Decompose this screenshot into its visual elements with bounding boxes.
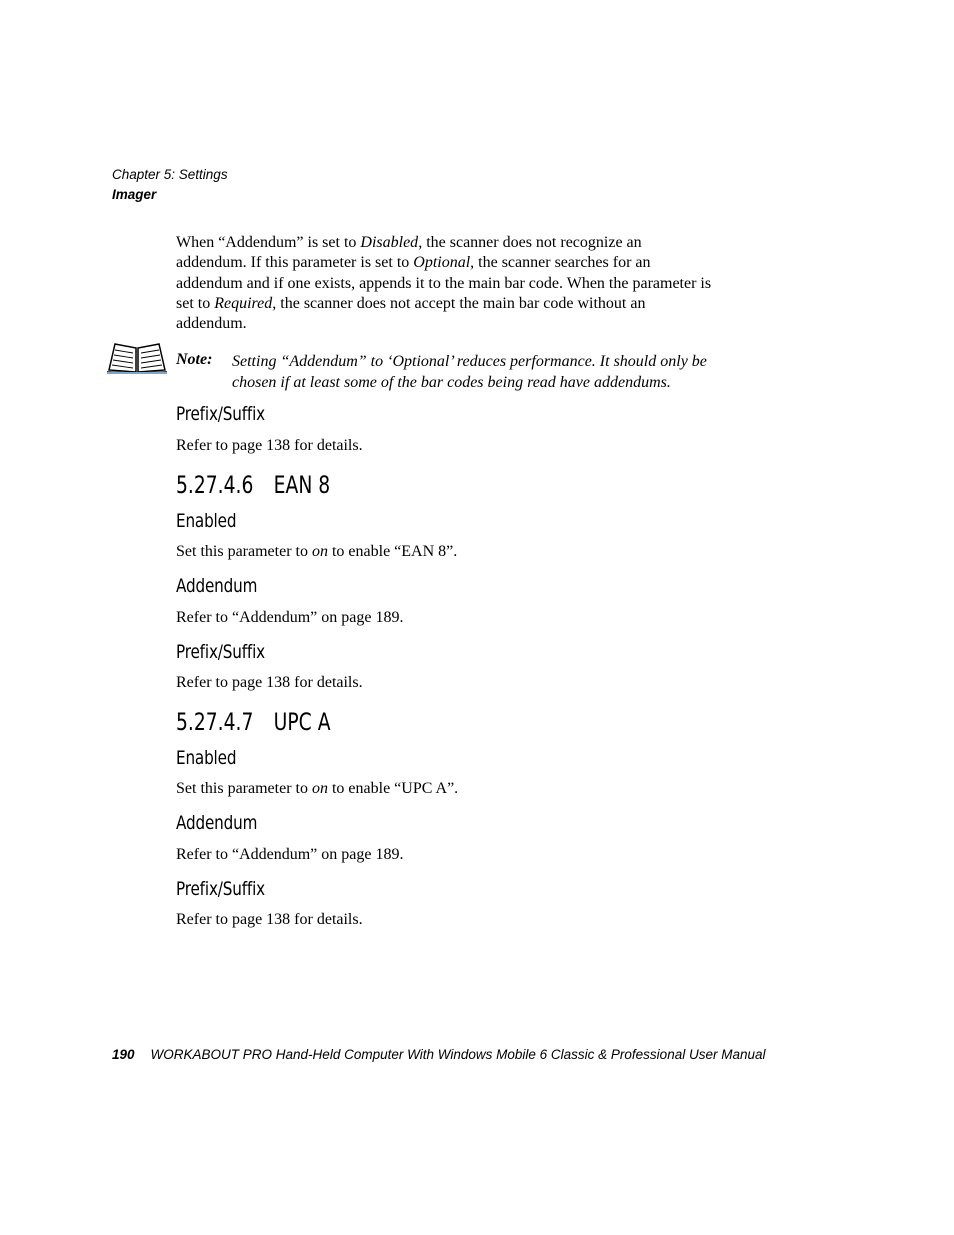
upca-addendum-text: Refer to “Addendum” on page 189. [176, 846, 404, 863]
ean8-enabled-text: Set this parameter to on to enable “EAN 8”. [176, 543, 458, 560]
upca-prefix-text: Refer to page 138 for details. [176, 911, 363, 928]
ean8-addendum-heading: Addendum [176, 575, 258, 597]
note-label: Note: [176, 351, 213, 368]
upca-section-title: UPC A [273, 708, 331, 736]
page-footer [112, 1047, 766, 1062]
ean8-section-title: EAN 8 [273, 471, 331, 499]
running-header-section: Imager [112, 187, 157, 202]
ean8-section-number: 5.27.4.6 [176, 471, 254, 499]
ean8-prefix-heading: Prefix/Suffix [176, 641, 265, 663]
upca-prefix-heading: Prefix/Suffix [176, 878, 265, 900]
addendum-description: When “Addendum” is set to Disabled, the scanner does not recognize an addendum. If this parameter is set to Optional, the scanner searches for an addendum and if one exists, appends it to the main bar code. When the parameter is set to Required, the scanner does not accept the main bar code without an addendum. [176, 234, 712, 333]
manual-title: WORKABOUT PRO Hand-Held Computer With Windows Mobile 6 Classic & Professional User Manual [150, 1047, 766, 1062]
prefix-suffix-text: Refer to page 138 for details. [176, 437, 363, 454]
ean8-addendum-text: Refer to “Addendum” on page 189. [176, 609, 404, 626]
upca-enabled-heading: Enabled [176, 747, 237, 769]
upca-section-heading [176, 708, 331, 736]
upca-section-number: 5.27.4.7 [176, 708, 254, 736]
note-text: Setting “Addendum” to ‘Optional’ reduces performance. It should only be chosen if at least some of the bar codes being read have addendums. [232, 353, 707, 391]
running-header-chapter: Chapter 5: Settings [112, 167, 228, 182]
ean8-section-heading [176, 471, 330, 499]
ean8-prefix-text: Refer to page 138 for details. [176, 674, 363, 691]
upca-addendum-heading: Addendum [176, 812, 258, 834]
prefix-suffix-heading: Prefix/Suffix [176, 403, 265, 425]
ean8-enabled-heading: Enabled [176, 510, 237, 532]
upca-enabled-text: Set this parameter to on to enable “UPC A”. [176, 780, 459, 797]
open-book-icon [105, 340, 169, 374]
page-number: 190 [112, 1047, 135, 1062]
